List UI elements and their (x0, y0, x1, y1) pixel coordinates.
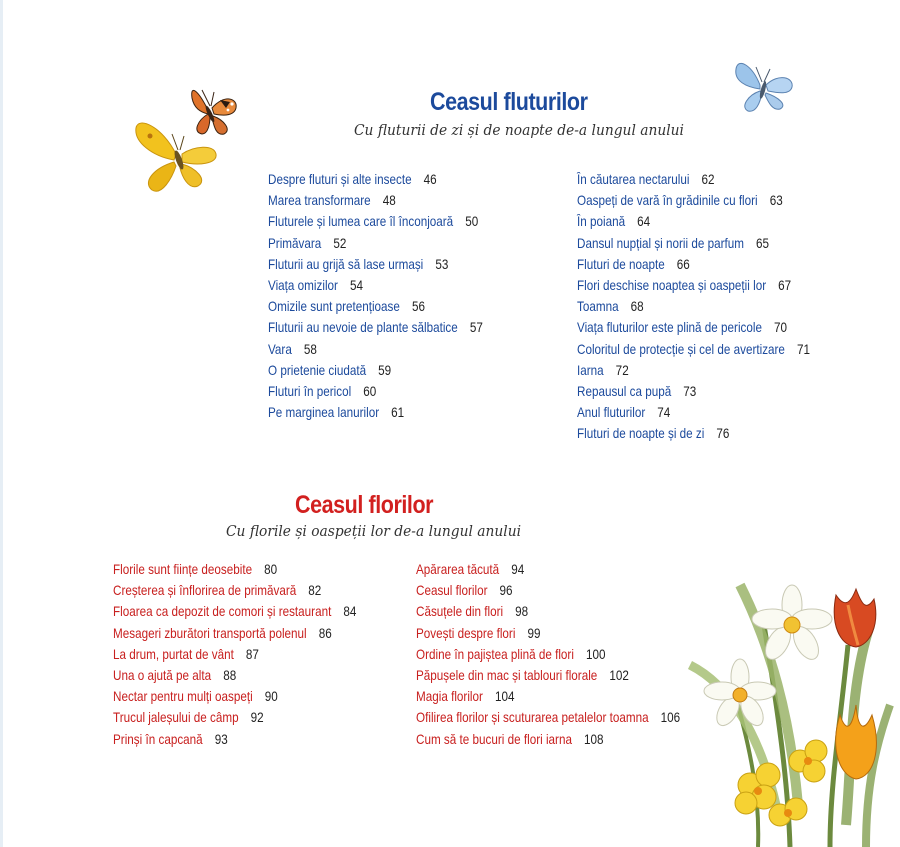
toc-entry-title: Floarea ca depozit de comori și restaurant (113, 604, 332, 620)
toc-entry[interactable] (577, 233, 810, 254)
toc-entry[interactable] (113, 707, 356, 728)
flowers-section-title: Ceasul florilor (295, 491, 434, 519)
toc-entry[interactable] (268, 339, 483, 360)
toc-entry[interactable] (113, 686, 356, 707)
toc-entry[interactable] (416, 644, 680, 665)
toc-entry[interactable] (577, 423, 810, 444)
toc-entry-title: Fluturi de noapte și de zi (577, 426, 705, 442)
toc-entry-title: Prinși în capcană (113, 731, 203, 747)
toc-entry-page: 54 (349, 277, 364, 293)
toc-entry[interactable] (113, 644, 356, 665)
toc-entry[interactable] (268, 296, 483, 317)
toc-entry-page: 67 (778, 277, 792, 293)
toc-entry[interactable] (577, 190, 810, 211)
toc-entry-title: Marea transformare (268, 193, 371, 209)
toc-entry-page: 102 (609, 667, 629, 683)
toc-entry-title: Viața omizilor (268, 277, 338, 293)
toc-entry[interactable] (577, 211, 810, 232)
toc-entry-page: 84 (343, 604, 357, 620)
toc-entry-page: 71 (796, 341, 810, 357)
toc-entry-page: 68 (630, 299, 644, 315)
toc-entry-page: 106 (660, 710, 681, 726)
toc-entry-page: 76 (716, 426, 730, 442)
toc-entry-title: Povești despre flori (416, 625, 516, 641)
butterflies-section-title: Ceasul fluturilor (430, 88, 588, 116)
toc-entry-page: 87 (245, 646, 259, 662)
toc-entry[interactable] (416, 623, 680, 644)
toc-entry-page: 90 (264, 689, 278, 705)
toc-entry-page: 82 (308, 583, 322, 599)
toc-entry-page: 73 (683, 383, 697, 399)
toc-entry[interactable] (577, 275, 810, 296)
page-edge (0, 0, 3, 847)
toc-entry-title: Cum să te bucuri de flori iarna (416, 731, 572, 747)
toc-entry-title: Fluturele și lumea care îl înconjoară (268, 214, 454, 230)
toc-entry-title: Căsuțele din flori (416, 604, 504, 620)
toc-entry-page: 96 (499, 583, 513, 599)
toc-entry-page: 56 (411, 299, 425, 315)
toc-entry-page: 104 (494, 689, 515, 705)
toc-entry-page: 80 (264, 562, 278, 577)
toc-entry[interactable] (416, 686, 680, 707)
toc-entry[interactable] (113, 559, 356, 580)
toc-entry[interactable] (113, 601, 356, 622)
toc-entry-page: 60 (363, 383, 377, 399)
toc-entry[interactable] (577, 402, 810, 423)
toc-entry-page: 46 (423, 172, 437, 187)
flowers-section-subtitle: Cu florile și oaspeții lor de-a lungul anului (226, 522, 522, 540)
toc-entry-page: 72 (615, 362, 629, 378)
toc-entry[interactable] (416, 707, 680, 728)
toc-entry-page: 66 (676, 256, 690, 272)
toc-entry-title: Fluturii au grijă să lase urmași (268, 256, 424, 272)
orange-butterfly-icon (180, 80, 242, 140)
toc-entry-title: Fluturi în pericol (268, 383, 352, 399)
toc-entry-page: 93 (214, 731, 228, 747)
toc-entry-title: Coloritul de protecție și cel de avertizare (577, 341, 785, 357)
toc-entry-title: O prietenie ciudată (268, 362, 367, 378)
toc-entry-page: 57 (469, 320, 483, 336)
toc-entry[interactable] (577, 254, 810, 275)
toc-entry-page: 108 (583, 731, 604, 747)
toc-entry-page: 62 (701, 172, 715, 187)
toc-entry-title: Omizile sunt pretențioase (268, 299, 400, 315)
toc-entry-title: Ceasul florilor (416, 583, 488, 599)
toc-entry-title: Nectar pentru mulți oaspeți (113, 689, 253, 705)
toc-entry-title: Magia florilor (416, 689, 483, 705)
toc-entry[interactable] (113, 580, 356, 601)
toc-entry-page: 70 (774, 320, 788, 336)
toc-entry-page: 100 (585, 646, 606, 662)
toc-entry-page: 48 (382, 193, 396, 209)
toc-entry[interactable] (268, 169, 483, 190)
toc-entry[interactable] (268, 381, 483, 402)
toc-entry-title: Pe marginea lanurilor (268, 405, 380, 421)
toc-entry-page: 94 (511, 562, 525, 577)
toc-entry-page: 65 (756, 235, 770, 251)
toc-entry-page: 92 (250, 710, 264, 726)
toc-entry-title: Dansul nupțial și norii de parfum (577, 235, 745, 251)
toc-entry-title: La drum, purtat de vânt (113, 646, 234, 662)
butterflies-toc-left (268, 169, 518, 423)
toc-entry-title: Flori deschise noaptea și oaspeții lor (577, 277, 767, 293)
toc-entry-title: Fluturii au nevoie de plante sălbatice (268, 320, 458, 336)
toc-entry-page: 59 (378, 362, 392, 378)
toc-entry[interactable] (577, 360, 810, 381)
toc-entry[interactable] (416, 601, 680, 622)
toc-entry-title: Repausul ca pupă (577, 383, 672, 399)
toc-entry-page: 52 (333, 235, 347, 251)
toc-entry-title: Mesageri zburători transportă polenul (113, 625, 307, 641)
toc-entry-page: 86 (318, 625, 332, 641)
toc-entry-page: 64 (637, 214, 651, 230)
toc-entry[interactable] (577, 169, 810, 190)
toc-entry[interactable] (268, 360, 483, 381)
toc-entry[interactable] (113, 729, 356, 750)
toc-entry-title: Anul fluturilor (577, 405, 646, 421)
flowers-toc-left (113, 559, 396, 750)
toc-entry-title: Primăvara (268, 235, 322, 251)
toc-entry[interactable] (416, 665, 680, 686)
toc-entry-title: Oaspeți de vară în grădinile cu flori (577, 193, 758, 209)
toc-entry-page: 99 (527, 625, 541, 641)
toc-entry[interactable] (577, 296, 810, 317)
toc-entry-page: 63 (769, 193, 783, 209)
toc-entry-title: Apărarea tăcută (416, 562, 500, 577)
toc-entry[interactable] (416, 580, 680, 601)
toc-entry-page: 98 (515, 604, 529, 620)
toc-entry-title: Viața fluturilor este plină de pericole (577, 320, 763, 336)
toc-entry[interactable] (416, 559, 680, 580)
blue-butterfly-icon (730, 55, 800, 115)
toc-entry[interactable] (113, 665, 356, 686)
toc-entry-title: Una o ajută pe alta (113, 667, 212, 683)
toc-entry[interactable] (577, 317, 810, 338)
butterflies-toc-right (577, 169, 848, 444)
toc-entry-title: În poiană (577, 214, 626, 230)
toc-entry[interactable] (268, 211, 483, 232)
toc-entry[interactable] (268, 402, 483, 423)
toc-entry-title: Florile sunt ființe deosebite (113, 562, 253, 577)
toc-entry-title: În căutarea nectarului (577, 172, 690, 187)
toc-entry[interactable] (268, 233, 483, 254)
toc-entry-page: 53 (435, 256, 449, 272)
butterflies-section-subtitle: Cu fluturii de zi și de noapte de-a lungul anului (354, 121, 684, 139)
toc-entry-title: Despre fluturi și alte insecte (268, 172, 412, 187)
toc-entry-title: Vara (268, 341, 292, 357)
toc-entry[interactable] (577, 381, 810, 402)
toc-entry-title: Toamna (577, 299, 619, 315)
toc-entry-page: 58 (303, 341, 317, 357)
toc-entry[interactable] (577, 339, 810, 360)
toc-entry-page: 88 (223, 667, 237, 683)
flowers-toc-right (416, 559, 723, 750)
toc-entry[interactable] (268, 317, 483, 338)
toc-entry-page: 50 (465, 214, 479, 230)
toc-entry-title: Păpușele din mac și tablouri florale (416, 667, 598, 683)
toc-entry[interactable] (268, 254, 483, 275)
toc-entry-title: Iarna (577, 362, 604, 378)
toc-entry[interactable] (113, 623, 356, 644)
toc-entry-title: Ofilirea florilor și scuturarea petalelor toamna (416, 710, 649, 726)
toc-entry[interactable] (416, 729, 680, 750)
toc-entry-title: Fluturi de noapte (577, 256, 665, 272)
toc-entry-page: 61 (391, 405, 405, 421)
toc-entry[interactable] (268, 275, 483, 296)
toc-entry-title: Creșterea și înflorirea de primăvară (113, 583, 297, 599)
toc-entry[interactable] (268, 190, 483, 211)
toc-entry-title: Trucul jaleșului de câmp (113, 710, 239, 726)
toc-entry-title: Ordine în pajiștea plină de flori (416, 646, 574, 662)
toc-entry-page: 74 (657, 405, 671, 421)
